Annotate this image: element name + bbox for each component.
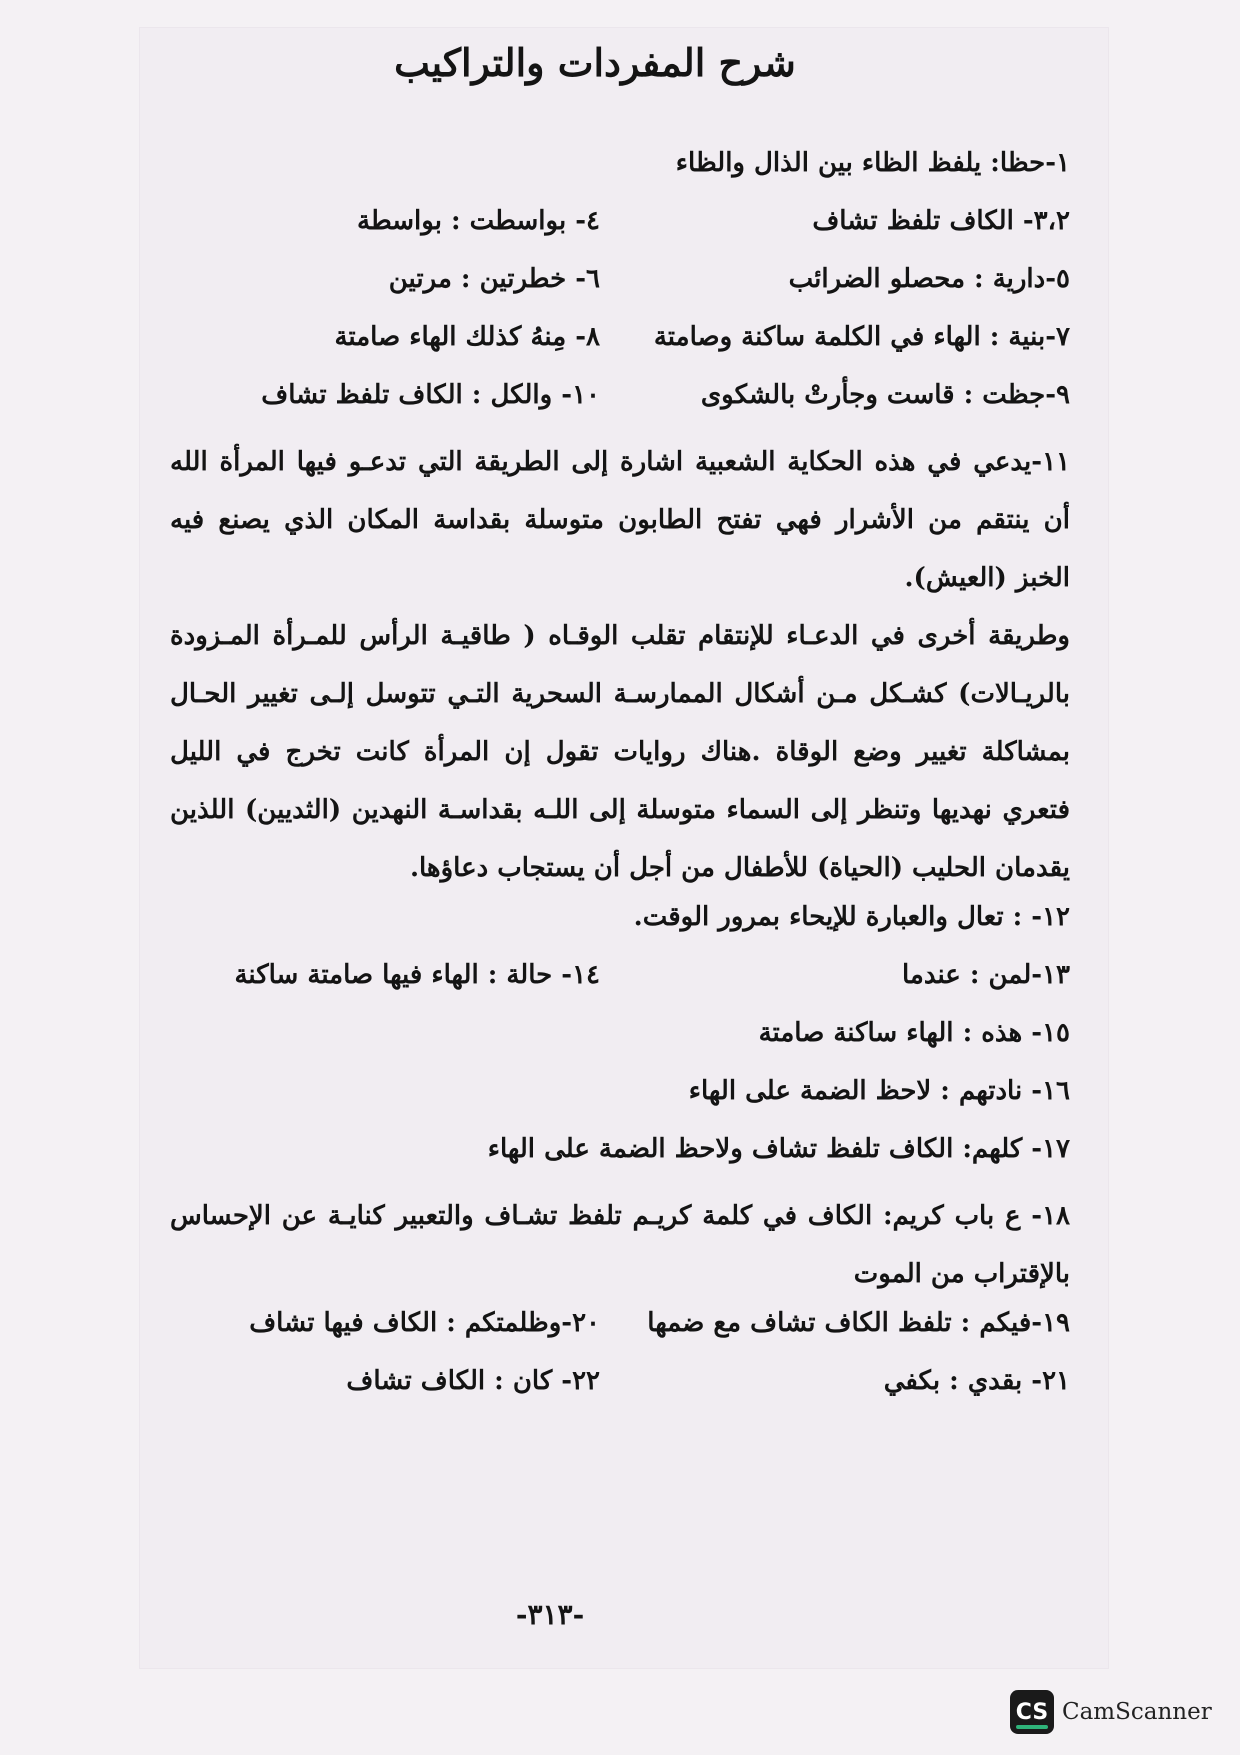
document-body <box>150 40 1070 1419</box>
note-2-3: ٣،٢- الكاف تلفظ تشاف <box>812 206 1070 236</box>
camscanner-logo-icon: CS <box>1010 1690 1054 1734</box>
note-row-9-10 <box>150 375 1070 415</box>
note-11-paragraph: ١١-يدعي في هذه الحكاية الشعبية اشارة إلى الطريقة التي تدعـو فيها المرأة الله أن ينتقم من الأشرار فهي تفتح الطابون متوسلة بقداسة المكان الذي يصنع فيه الخبز (العيش). <box>170 447 1070 593</box>
note-6: ٦- خطرتين : مرتين <box>388 264 600 294</box>
note-row-19-20 <box>150 1303 1070 1343</box>
note-13: ١٣-لمن : عندما <box>901 960 1070 990</box>
note-14: ١٤- حالة : الهاء فيها صامتة ساكنة <box>234 960 600 990</box>
note-20: ٢٠-وظلمتكم : الكاف فيها تشاف <box>249 1308 600 1338</box>
note-7: ٧-بنية : الهاء في الكلمة ساكنة وصامتة <box>653 322 1070 352</box>
note-row-21-22 <box>150 1361 1070 1401</box>
page-title: شرح المفردات والتراكيب <box>394 40 796 85</box>
note-row-7-8 <box>150 317 1070 357</box>
note-16: ١٦- نادتهم : لاحظ الضمة على الهاء <box>688 1076 1070 1106</box>
note-9: ٩-جظت : قاست وجأرتْ بالشكوى <box>700 380 1070 410</box>
note-row-5-6 <box>150 259 1070 299</box>
note-17: ١٧- كلهم: الكاف تلفظ تشاف ولاحظ الضمة على الهاء <box>487 1134 1070 1164</box>
note-22: ٢٢- كان : الكاف تشاف <box>346 1366 600 1396</box>
note-11-continuation: وطريقة أخرى في الدعـاء للإنتقام تقلب الوقـاه ( طاقيـة الرأس للمـرأة المـزودة بالريـالات) كشـكل مـن أشكال الممارسـة السحرية التـي تتوسل إلـى تغيير الحـال بمشاكلة تغيير وضع الوقاة .هناك روايات تقول إن المرأة كانت تخرج في الليل فتعري نهديها وتنظر إلى السماء متوسلة إلى اللـه بقداسـة النهدين (الثديين) اللذين يقدمان الحليب (الحياة) للأطفال من أجل أن يستجاب دعاؤها. <box>170 621 1070 883</box>
note-18-paragraph: ١٨- ع باب كريم: الكاف في كلمة كريـم تلفظ تشـاف والتعبير كنايـة عن الإحساس بالإقتراب من الموت <box>170 1201 1070 1289</box>
note-5: ٥-دارية : محصلو الضرائب <box>788 264 1070 294</box>
note-21: ٢١- بقدي : بكفي <box>883 1366 1070 1396</box>
note-12: ١٢- : تعال والعبارة للإيحاء بمرور الوقت. <box>633 902 1070 932</box>
camscanner-label: CamScanner <box>1062 1699 1212 1725</box>
note-row-13-14 <box>150 955 1070 995</box>
page-number: -٣١٣- <box>515 1598 585 1631</box>
note-15: ١٥- هذه : الهاء ساكنة صامتة <box>758 1018 1070 1048</box>
note-4: ٤- بواسطت : بواسطة <box>357 206 600 236</box>
camscanner-watermark <box>1010 1690 1212 1734</box>
note-8: ٨- مِنهُ كذلك الهاء صامتة <box>334 322 600 352</box>
note-row-2-4 <box>150 201 1070 241</box>
note-1: ١-حظا: يلفظ الظاء بين الذال والظاء <box>675 148 1070 178</box>
note-10: ١٠- والكل : الكاف تلفظ تشاف <box>261 380 600 410</box>
note-19: ١٩-فيكم : تلفظ الكاف تشاف مع ضمها <box>647 1308 1070 1338</box>
